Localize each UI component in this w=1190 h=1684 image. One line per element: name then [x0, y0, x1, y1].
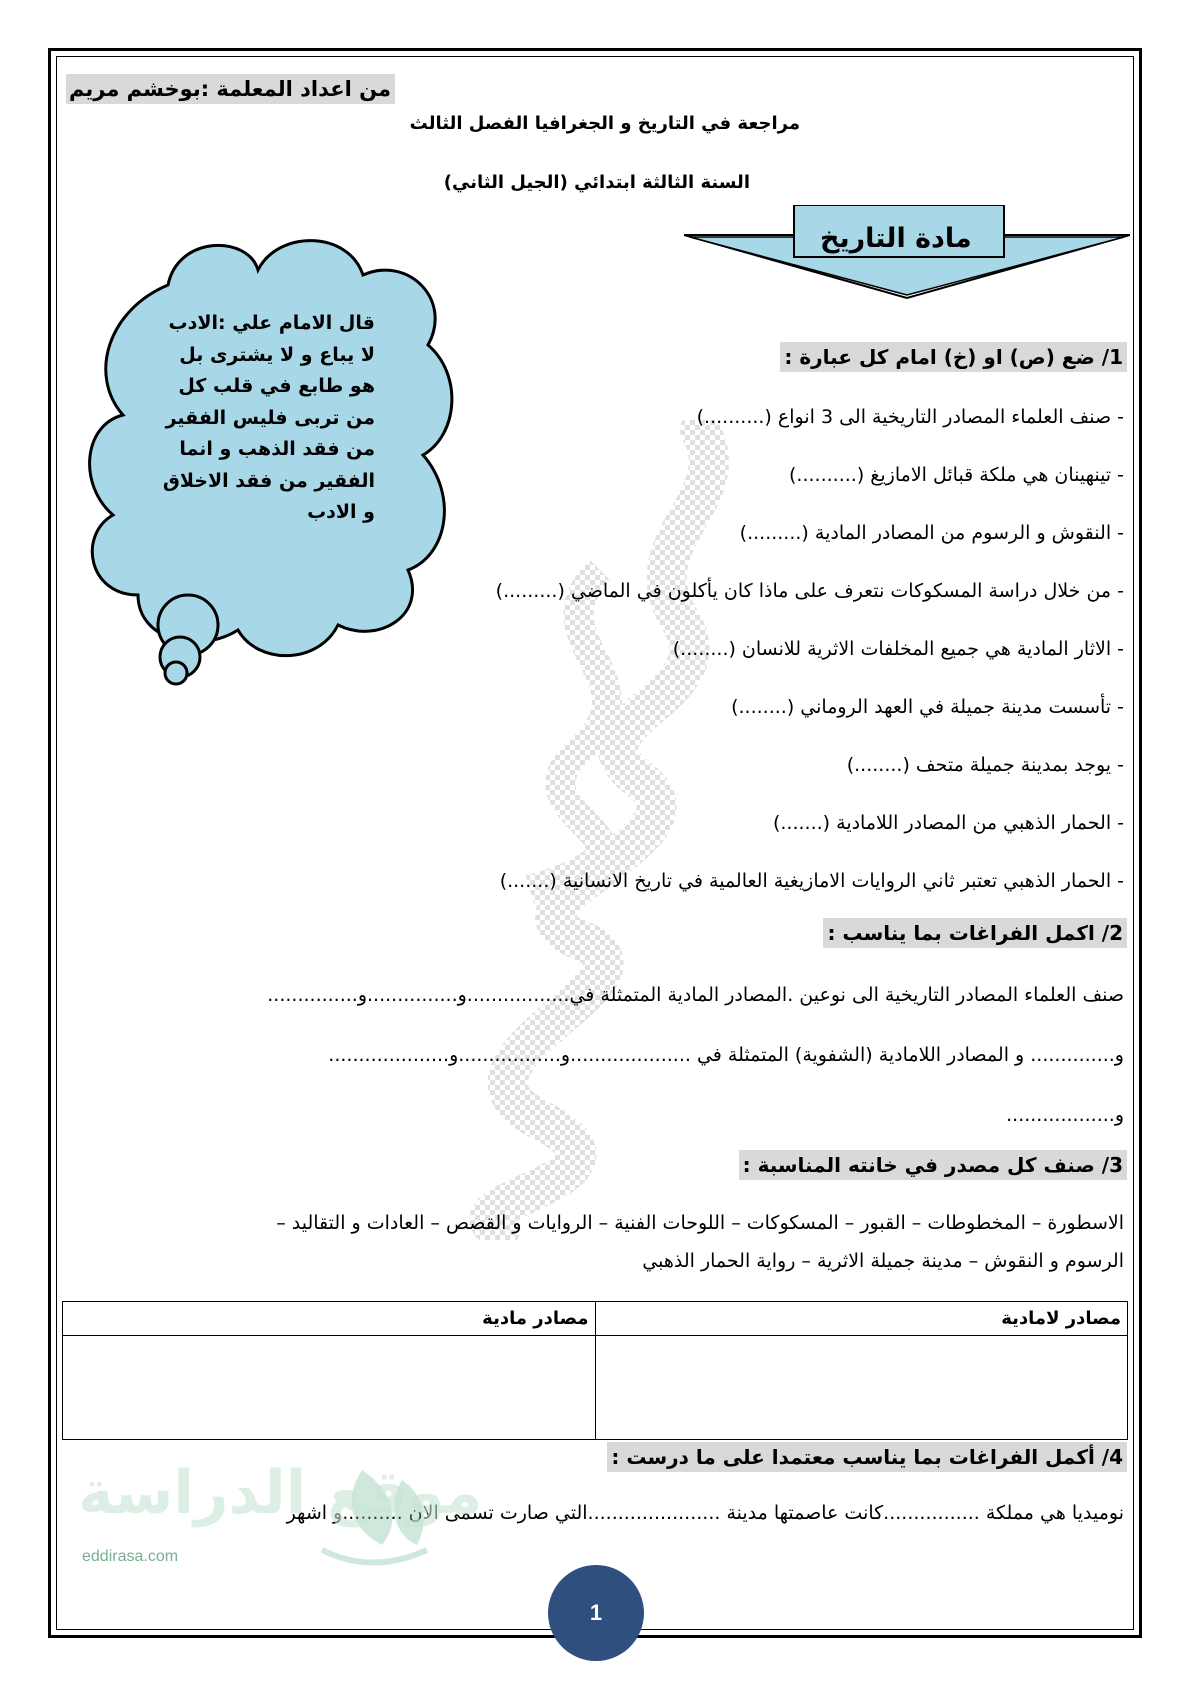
sources-classification-table: [62, 1301, 1128, 1440]
true-false-item: - صنف العلماء المصادر التاريخية الى 3 انواع (..........): [696, 406, 1124, 428]
section2-heading: 2/ اكمل الفراغات بما يناسب :: [823, 918, 1127, 948]
page-subtitle: السنة الثالثة ابتدائي (الجيل الثاني): [443, 172, 750, 193]
sources-list-line: الرسوم و النقوش – مدينة جميلة الاثرية – رواية الحمار الذهبي: [642, 1250, 1124, 1272]
fill-blank-line: و..................: [1006, 1104, 1124, 1126]
table-header-material: مصادر مادية: [63, 1302, 596, 1336]
sources-list-line: الاسطورة – المخطوطات – القبور – المسكوكات – اللوحات الفنية – الروايات و القصص – العادات و التقاليد –: [276, 1212, 1124, 1234]
section1-heading: 1/ ضع (ص) او (خ) امام كل عبارة :: [780, 342, 1127, 372]
page-number-badge: 1: [548, 1565, 644, 1661]
page-title: مراجعة في التاريخ و الجغرافيا الفصل الثالث: [409, 113, 800, 134]
table-header-immaterial: مصادر لامادية: [595, 1302, 1128, 1336]
true-false-item: - من خلال دراسة المسكوكات نتعرف على ماذا كان يأكلون في الماضي (.........): [495, 580, 1124, 602]
site-logo-word: موقع الدراسة: [78, 1458, 483, 1528]
fill-blank-line: نوميديا هي مملكة ................كانت عاصمتها مدينة ......................التي صارت تسمى الان ..........و اشهر: [286, 1502, 1124, 1524]
table-cell-immaterial[interactable]: [595, 1336, 1128, 1440]
subject-banner-label: مادة التاريخ: [820, 223, 972, 254]
true-false-item: - الحمار الذهبي من المصادر اللامادية (.......): [772, 812, 1124, 834]
true-false-item: - تينهينان هي ملكة قبائل الامازيغ (..........): [789, 464, 1124, 486]
quote-text: قال الامام علي :الادب لا يباع و لا يشترى بل هو طابع في قلب كل من تربى فليس الفقير من فقد الذهب و انما الفقير من فقد الاخلاق و الادب: [162, 312, 375, 523]
fill-blank-line: و.............. و المصادر اللامادية (الشفوية) المتمثلة في ....................و.................و....................: [328, 1044, 1124, 1066]
site-url[interactable]: eddirasa.com: [82, 1548, 179, 1565]
section3-heading: 3/ صنف كل مصدر في خانته المناسبة :: [739, 1150, 1127, 1180]
section4-heading: 4/ أكمل الفراغات بما يناسب معتمدا على ما درست :: [607, 1442, 1127, 1472]
fill-blank-line: صنف العلماء المصادر التاريخية الى نوعين .المصادر المادية المتمثلة في.................و...............و...............: [267, 984, 1124, 1006]
true-false-item: - الاثار المادية هي جميع المخلفات الاثرية للانسان (........): [672, 638, 1124, 660]
table-cell-material[interactable]: [63, 1336, 596, 1440]
true-false-item: - تأسست مدينة جميلة في العهد الروماني (........): [731, 696, 1124, 718]
true-false-item: - الحمار الذهبي تعتبر ثاني الروايات الامازيغية العالمية في تاريخ الانسانية (.......): [499, 870, 1124, 892]
true-false-item: - يوجد بمدينة جميلة متحف (........): [846, 754, 1124, 776]
author-label: من اعداد المعلمة :بوخشم مريم: [66, 74, 395, 104]
true-false-item: - النقوش و الرسوم من المصادر المادية (.........): [739, 522, 1124, 544]
